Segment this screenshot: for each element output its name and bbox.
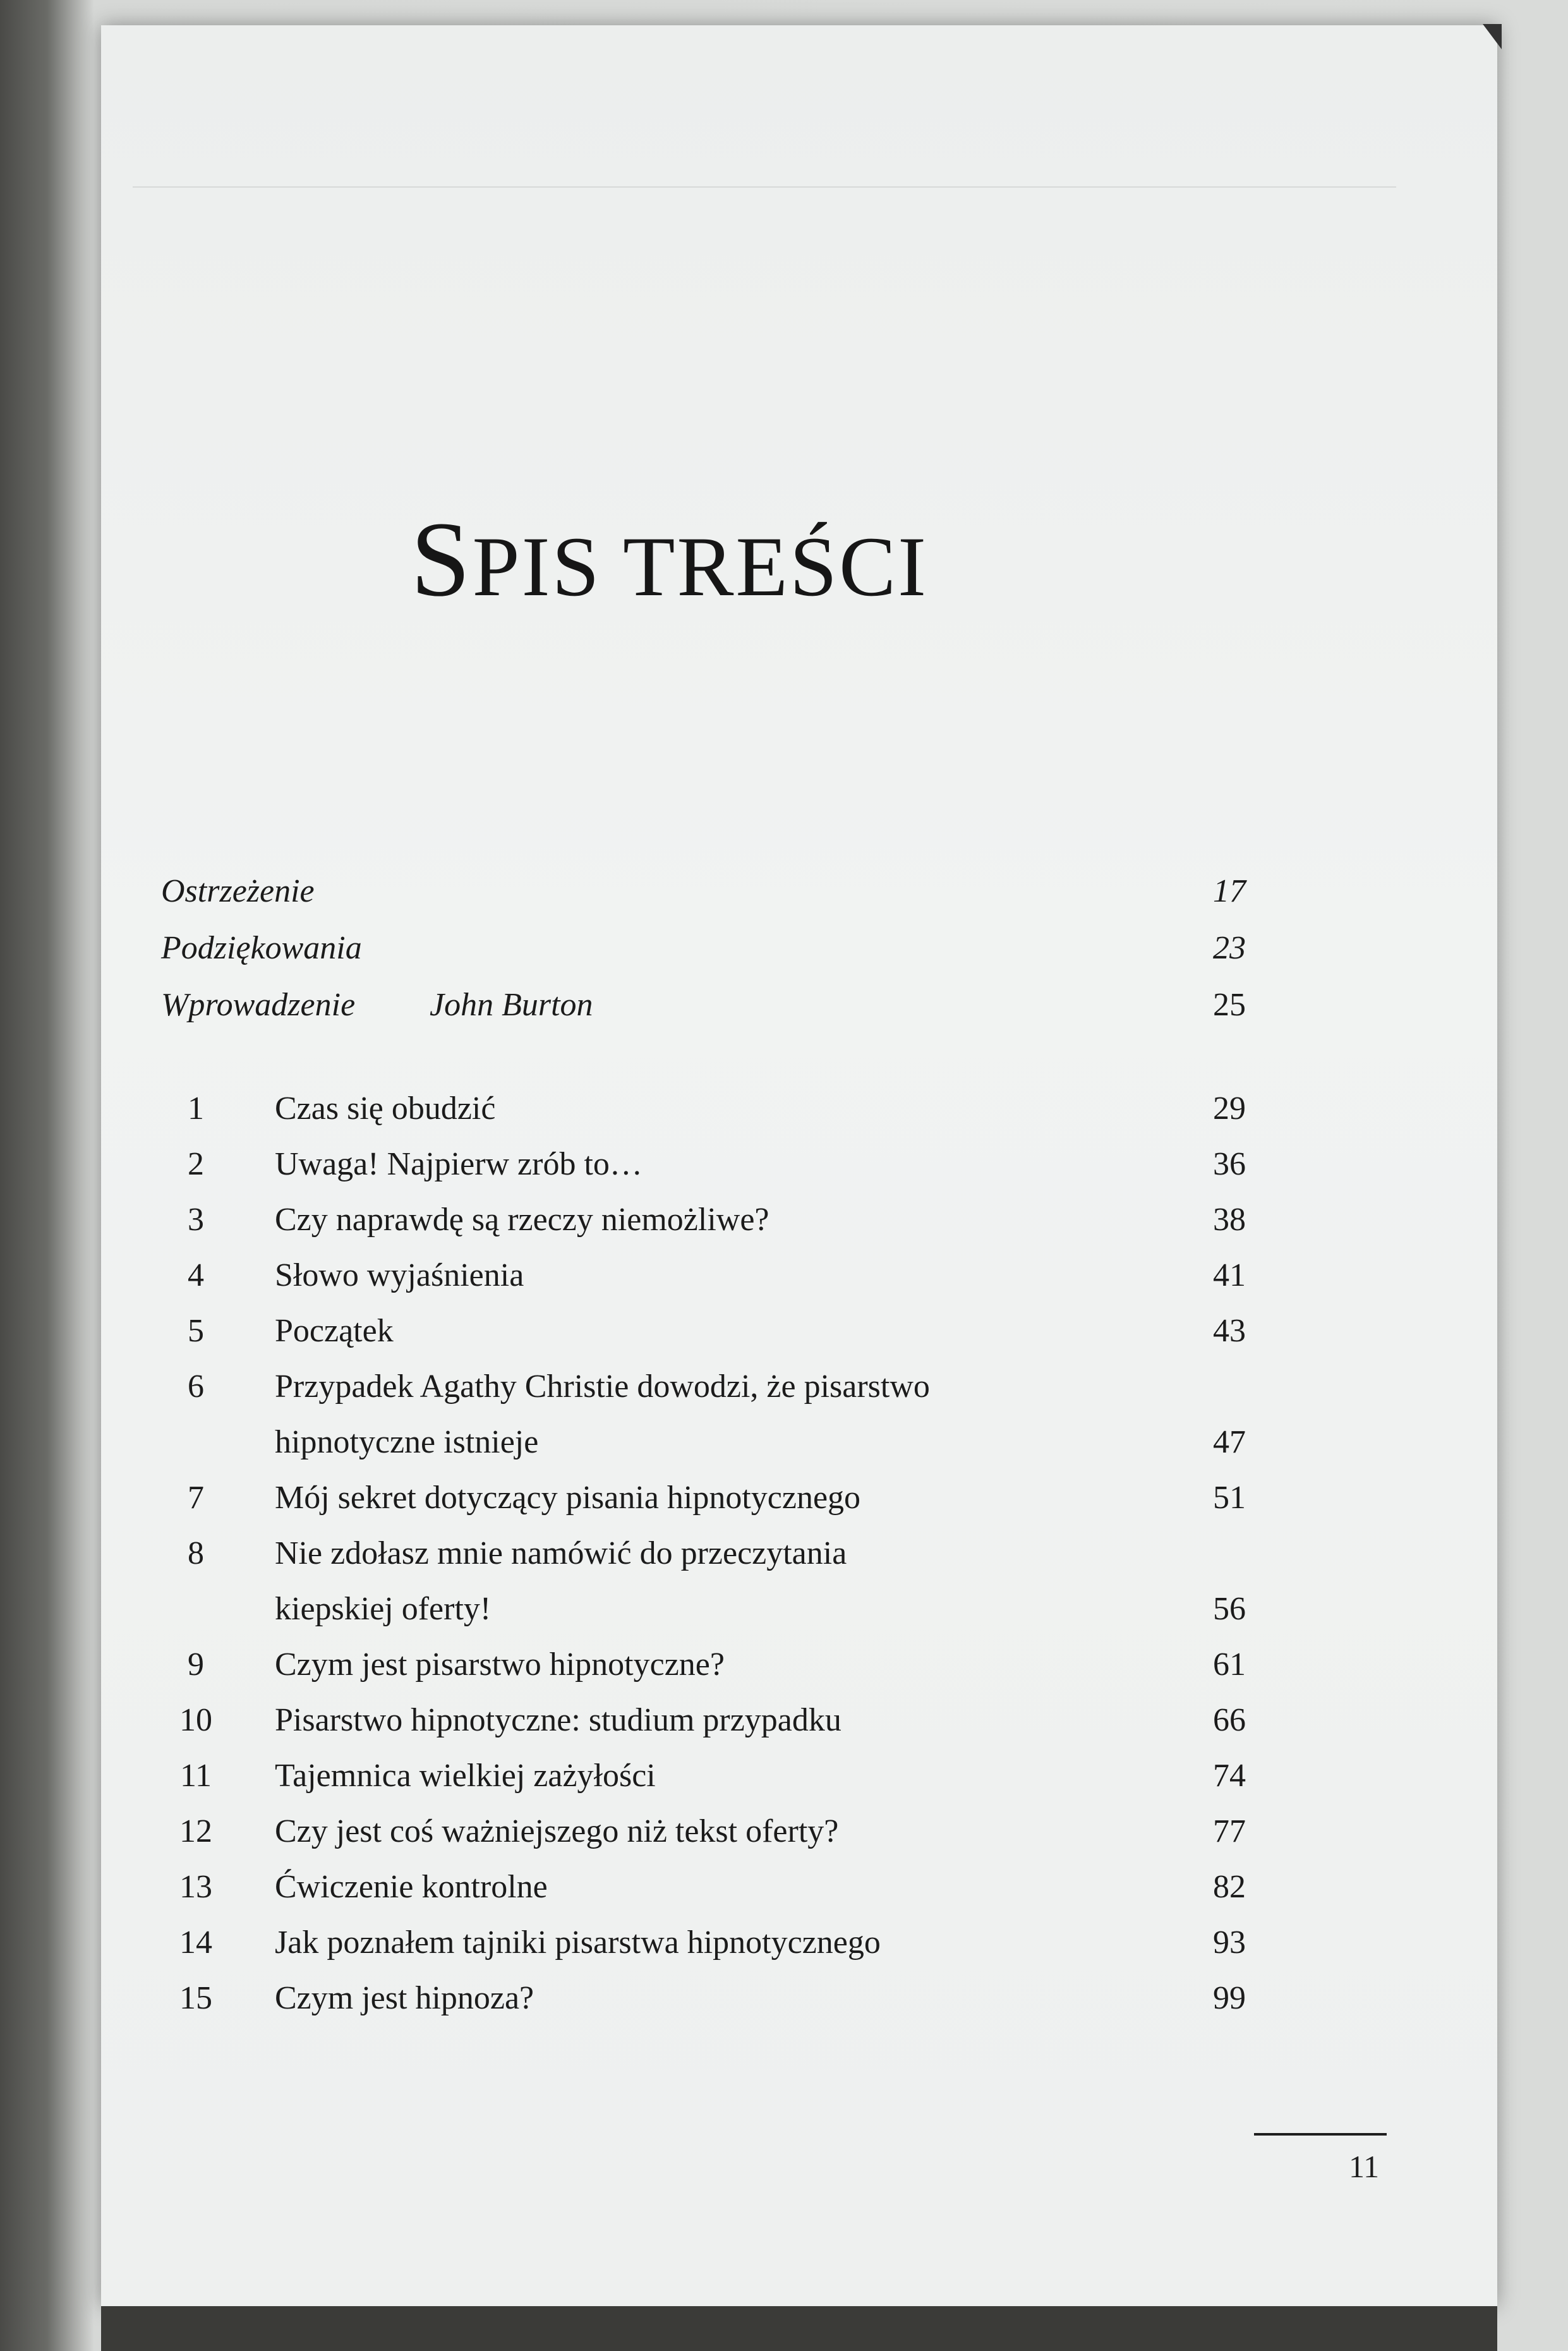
chapter-title: Czym jest hipnoza? [275, 1980, 534, 2016]
chapter-title-continued: kiepskiej oferty! [275, 1591, 492, 1627]
toc-entry-chapter [0, 1810, 1568, 1854]
chapter-title: Ćwiczenie kontrolne [275, 1869, 548, 1905]
toc-entry-chapter [0, 1142, 1568, 1187]
chapter-number: 11 [179, 1758, 212, 1794]
chapter-title: Czy naprawdę są rzeczy niemożliwe? [275, 1202, 769, 1238]
chapter-title: Czy jest coś ważniejszego niż tekst oferty? [275, 1813, 839, 1849]
chapter-page: 77 [1213, 1813, 1246, 1849]
chapter-page: 61 [1213, 1647, 1246, 1683]
footer-rule [1254, 2133, 1387, 2136]
chapter-number: 7 [188, 1480, 204, 1516]
chapter-page: 36 [1213, 1146, 1246, 1182]
chapter-page: 43 [1213, 1313, 1246, 1349]
toc-entry-chapter [0, 1698, 1568, 1743]
toc-entry-label: Wprowadzenie [161, 987, 356, 1023]
toc-entry-chapter [0, 1976, 1568, 2021]
chapter-title: Uwaga! Najpierw zrób to… [275, 1146, 642, 1182]
chapter-title: Czas się obudzić [275, 1091, 496, 1127]
toc-entry-page: 23 [1213, 930, 1246, 966]
chapter-title: Mój sekret dotyczący pisania hipnotycznego [275, 1480, 861, 1516]
toc-entry-chapter-continued [0, 1587, 1568, 1631]
chapter-number: 12 [179, 1813, 212, 1849]
toc-entry-page: 25 [1213, 987, 1246, 1023]
chapter-title: Słowo wyjaśnienia [275, 1257, 524, 1293]
title-initial: S [411, 500, 473, 619]
toc-entry-chapter [0, 1198, 1568, 1242]
chapter-number: 4 [188, 1257, 204, 1293]
chapter-page: 38 [1213, 1202, 1246, 1238]
toc-entry-chapter [0, 1087, 1568, 1131]
chapter-page: 41 [1213, 1257, 1246, 1293]
toc-entry-chapter-continued [0, 1420, 1568, 1465]
toc-entry-chapter [0, 1865, 1568, 1909]
toc-entry-front-matter [0, 983, 1568, 1027]
chapter-number: 13 [179, 1869, 212, 1905]
toc-entry-chapter [0, 1309, 1568, 1353]
chapter-page: 99 [1213, 1980, 1246, 2016]
toc-entry-chapter [0, 1754, 1568, 1798]
chapter-number: 14 [179, 1925, 212, 1961]
chapter-number: 2 [188, 1146, 204, 1182]
chapter-title: Pisarstwo hipnotyczne: studium przypadku [275, 1702, 841, 1738]
chapter-title: Przypadek Agathy Christie dowodzi, że pisarstwo [275, 1369, 930, 1405]
chapter-number: 6 [188, 1369, 204, 1405]
toc-entry-front-matter [0, 869, 1568, 914]
toc-entry-label: Podziękowania [161, 930, 362, 966]
toc-entry-front-matter [0, 926, 1568, 970]
chapter-page: 74 [1213, 1758, 1246, 1794]
chapter-page: 93 [1213, 1925, 1246, 1961]
chapter-number: 10 [179, 1702, 212, 1738]
chapter-number: 8 [188, 1535, 204, 1571]
chapter-title: Nie zdołasz mnie namówić do przeczytania [275, 1535, 847, 1571]
toc-entry-label: Ostrzeżenie [161, 873, 315, 909]
chapter-page: 47 [1213, 1424, 1246, 1460]
toc-entry-chapter [0, 1643, 1568, 1687]
toc-entry-chapter [0, 1921, 1568, 1965]
chapter-number: 15 [179, 1980, 212, 2016]
title-rest: PIS TREŚCI [472, 520, 929, 614]
toc-entry-author: John Burton [430, 987, 593, 1023]
footer-page-number: 11 [1349, 2149, 1380, 2184]
chapter-title: Początek [275, 1313, 394, 1349]
chapter-number: 3 [188, 1202, 204, 1238]
toc-entry-page: 17 [1213, 873, 1246, 909]
chapter-title: Czym jest pisarstwo hipnotyczne? [275, 1647, 725, 1683]
toc-entry-chapter [0, 1365, 1568, 1409]
chapter-title: Jak poznałem tajniki pisarstwa hipnotycznego [275, 1925, 881, 1961]
toc-entry-chapter [0, 1532, 1568, 1576]
chapter-page: 82 [1213, 1869, 1246, 1905]
toc-entry-chapter [0, 1476, 1568, 1520]
toc-entry-chapter [0, 1254, 1568, 1298]
chapter-page: 51 [1213, 1480, 1246, 1516]
chapter-number: 1 [188, 1091, 204, 1127]
chapter-title-continued: hipnotyczne istnieje [275, 1424, 539, 1460]
chapter-title: Tajemnica wielkiej zażyłości [275, 1758, 656, 1794]
chapter-number: 9 [188, 1647, 204, 1683]
chapter-page: 29 [1213, 1091, 1246, 1127]
chapter-page: 66 [1213, 1702, 1246, 1738]
chapter-page: 56 [1213, 1591, 1246, 1627]
chapter-number: 5 [188, 1313, 204, 1349]
